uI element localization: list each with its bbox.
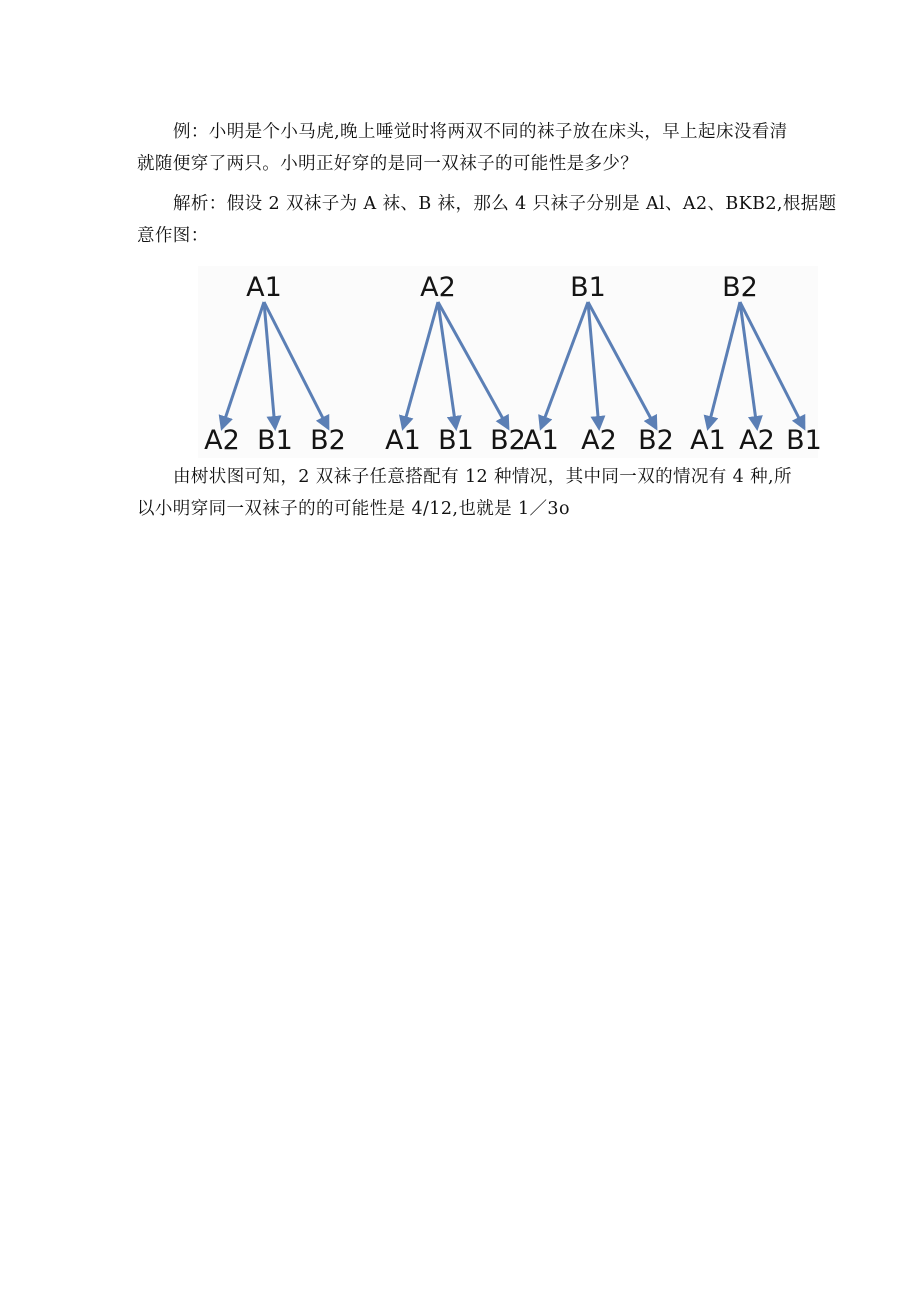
tree-leaf-label: B2: [638, 425, 674, 456]
conclusion-paragraph: [137, 461, 827, 525]
example-paragraph: [137, 116, 827, 180]
conclusion-line-1: 由树状图可知，2 双袜子任意搭配有 12 种情况，其中同一双的情况有 4 种,所: [173, 467, 792, 487]
tree-root-label: A1: [246, 272, 282, 303]
tree-leaf-label: B2: [490, 425, 526, 456]
tree-arrow: [222, 302, 264, 428]
tree-arrow: [708, 302, 740, 428]
tree-leaf-label: B1: [786, 425, 822, 456]
conclusion-line-2: 以小明穿同一双袜子的的可能性是 4/12,也就是 1／3o: [137, 499, 570, 519]
tree-leaf-label: B1: [438, 425, 474, 456]
tree-root-label: B2: [722, 272, 758, 303]
analysis-line-1: 解析：假设 2 双袜子为 A 袜、B 袜，那么 4 只袜子分别是 Al、A2、BKB2,根据题: [173, 194, 837, 214]
tree-leaf-label: B1: [257, 425, 293, 456]
tree-root-label: A2: [420, 272, 456, 303]
tree-root-label: B1: [570, 272, 606, 303]
tree-leaf-label: A2: [739, 425, 775, 456]
tree-leaf-label: A1: [690, 425, 726, 456]
analysis-line-2: 意作图：: [137, 226, 209, 246]
tree-leaf-label: B2: [310, 425, 346, 456]
tree-leaf-label: A2: [581, 425, 617, 456]
tree-diagram-svg: [198, 266, 822, 458]
tree-leaf-label: A1: [385, 425, 421, 456]
analysis-paragraph: [137, 188, 837, 252]
tree-arrow: [541, 302, 588, 428]
example-line-1: 例：小明是个小马虎,晚上唾觉时将两双不同的袜子放在床头，早上起床没看清: [173, 122, 788, 142]
tree-arrow: [403, 302, 438, 428]
example-line-2: 就随便穿了两只。小明正好穿的是同一双袜子的可能性是多少？: [137, 154, 639, 174]
tree-leaf-label: A2: [204, 425, 240, 456]
tree-diagram: [198, 266, 822, 458]
tree-leaf-label: A1: [523, 425, 559, 456]
